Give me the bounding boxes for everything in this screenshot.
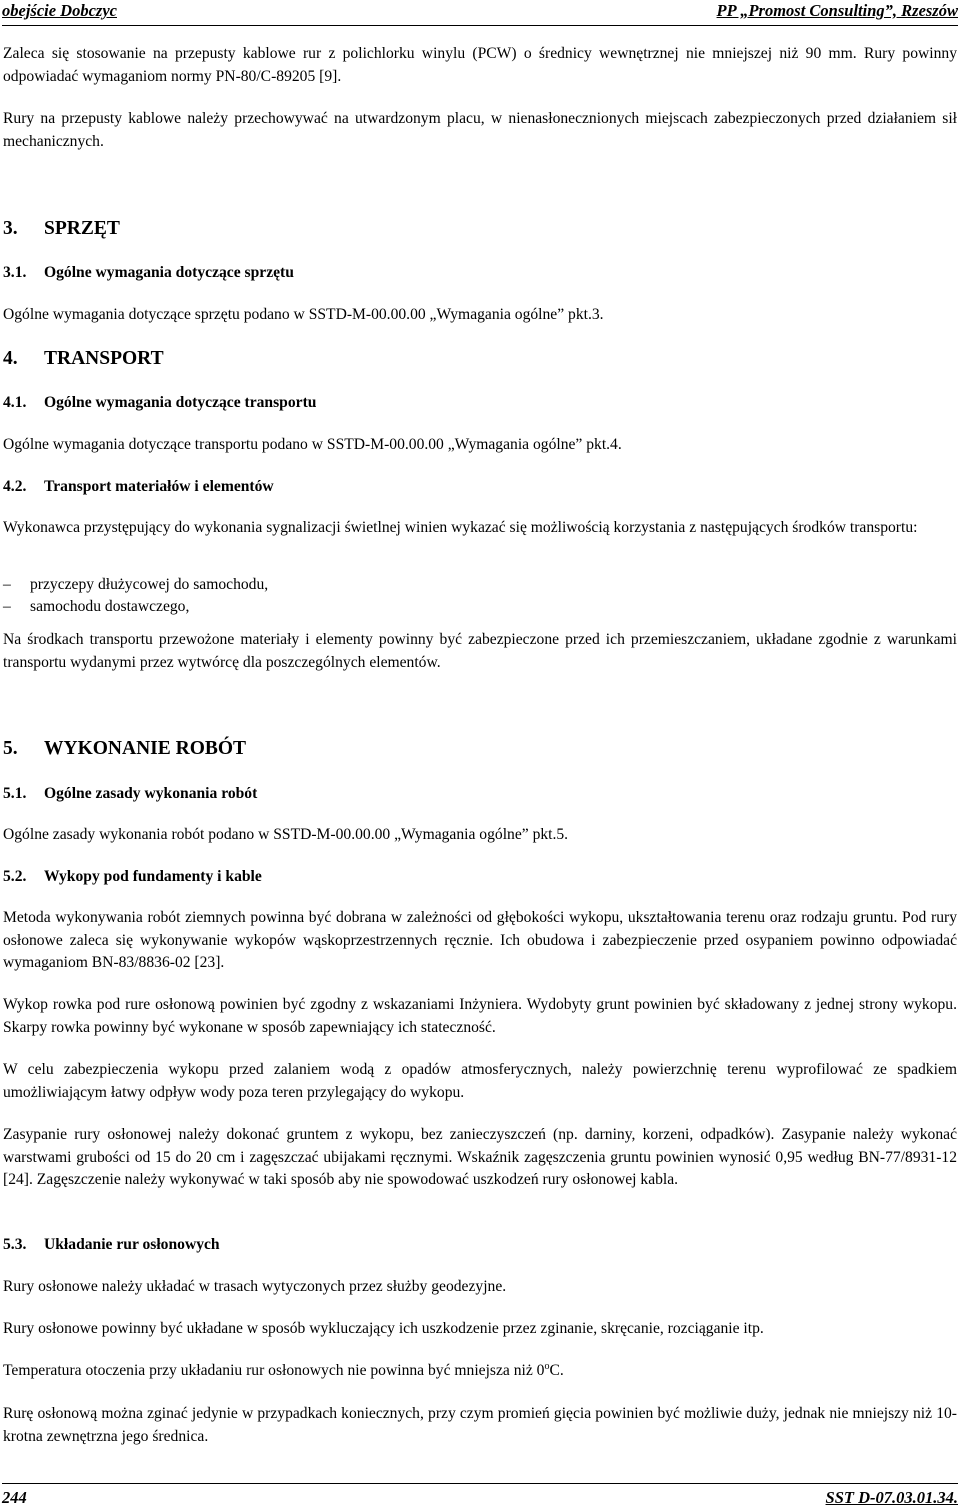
footer-rule <box>2 1483 958 1484</box>
heading-number: 3.1. <box>3 264 27 281</box>
list-item-text: samochodu dostawczego, <box>30 598 190 615</box>
degree-superscript: o <box>544 1361 550 1372</box>
heading-number: 3. <box>3 218 18 239</box>
heading-title: WYKONANIE ROBÓT <box>44 738 247 759</box>
page-header <box>0 0 960 26</box>
heading-section-4-1 <box>3 392 957 415</box>
paragraph-laying-damage: Rury osłonowe powinny być układane w sposób wykluczający ich uszkodzenie przez zginanie, skręcanie, rozciąganie itp. <box>3 1320 764 1337</box>
heading-section-3 <box>3 216 957 242</box>
paragraph-pipes-pcw: Zaleca się stosowanie na przepusty kablowe rur z polichlorku winylu (PCW) o średnicy wewnętrznej nie mniejszej niż 90 mm. Rury powinny odpowiadać wymaganiom normy PN-80/C-89205 [9]. <box>3 45 957 85</box>
heading-title: Ogólne zasady wykonania robót <box>44 785 258 802</box>
heading-title: Wykopy pod fundamenty i kable <box>44 868 262 885</box>
heading-number: 5.2. <box>3 868 27 885</box>
heading-title: SPRZĘT <box>44 218 120 239</box>
header-rule <box>2 25 958 26</box>
paragraph-equipment: Ogólne wymagania dotyczące sprzętu podano w SSTD-M-00.00.00 „Wymagania ogólne” pkt.3. <box>3 306 604 323</box>
paragraph-bending: Rurę osłonową można zginać jedynie w przypadkach koniecznych, przy czym promień gięcia powinien być możliwie duży, jednak nie mniejszy niż 10-krotna zewnętrzna jego średnica. <box>3 1405 957 1445</box>
paragraph-laying-routes: Rury osłonowe należy układać w trasach wytyczonych przez służby geodezyjne. <box>3 1278 507 1295</box>
heading-number: 5.3. <box>3 1236 27 1253</box>
dash-bullet: – <box>3 576 11 593</box>
paragraph-flood-protection: W celu zabezpieczenia wykopu przed zalaniem wodą z opadów atmosferycznych, należy powierzchnię terenu wyprofilować ze spadkiem umożliwiającym łatwy odpływ wody poza teren przylegający do wykopu. <box>3 1061 957 1101</box>
paragraph-trench: Wykop rowka pod rure osłonową powinien być zgodny z wskazaniami Inżyniera. Wydobyty grunt powinien być składowany z jednej strony wykopu. Skarpy rowka powinny być wykonane w sposób zapewniający ich stateczność. <box>3 996 957 1036</box>
heading-title: Ogólne wymagania dotyczące transportu <box>44 394 317 411</box>
paragraph-excavation-method: Metoda wykonywania robót ziemnych powinna być dobrana w zależności od głębokości wykopu, ukształtowania terenu oraz rodzaju gruntu. Pod rury osłonowe zaleca się wykonywanie wykopów wąskoprzestrzennych ręcznie. Ich obudowa i zabezpieczenie przed osypaniem powinno odpowiadać wymaganiom BN-83/8836-02 [23]. <box>3 909 957 971</box>
heading-section-4-2 <box>3 476 957 499</box>
page-number: 244 <box>2 1488 27 1507</box>
page-footer <box>0 1487 960 1509</box>
heading-number: 5. <box>3 738 18 759</box>
heading-title: TRANSPORT <box>44 348 164 369</box>
heading-title: Układanie rur osłonowych <box>44 1236 220 1253</box>
heading-number: 5.1. <box>3 785 27 802</box>
dash-bullet: – <box>3 598 11 615</box>
heading-section-5 <box>3 736 957 762</box>
paragraph-pipes-storage: Rury na przepusty kablowe należy przechowywać na utwardzonym placu, w nienasłonecznionych miejscach zabezpieczonych przed działaniem sił mechanicznych. <box>3 110 957 150</box>
header-company: PP „Promost Consulting”, Rzeszów <box>716 1 958 20</box>
paragraph-laying-temperature <box>3 1360 957 1383</box>
heading-number: 4. <box>3 348 18 369</box>
paragraph-backfill: Zasypanie rury osłonowej należy dokonać gruntem z wykopu, bez zanieczyszczeń (np. darniny, korzeni, odpadków). Zasypanie należy wykonać warstwami grubości od 15 do 20 cm i zagęszczać ubijakami ręcznymi. Wskaźnik zagęszczenia gruntu powinien wynosić 0,95 według BN-77/8931-12 [24]. Zagęszczenie należy wykonywać w taki sposób aby nie spowodować uszkodzeń rury osłonowej kabla. <box>3 1126 957 1188</box>
heading-section-3-1 <box>3 262 957 285</box>
heading-number: 4.1. <box>3 394 27 411</box>
heading-section-5-3 <box>3 1234 957 1257</box>
paragraph-transport-securing: Na środkach transportu przewożone materiały i elementy powinny być zabezpieczone przed ich przemieszczaniem, układane zgodnie z warunkami transportu wydanymi przez wytwórcę dla poszczególnych elementów. <box>3 631 957 671</box>
heading-section-5-1 <box>3 783 957 806</box>
temperature-text: Temperatura otoczenia przy układaniu rur osłonowych nie powinna być mniejsza niż 0 <box>3 1362 545 1379</box>
paragraph-works-general: Ogólne zasady wykonania robót podano w SSTD-M-00.00.00 „Wymagania ogólne” pkt.5. <box>3 826 569 843</box>
heading-section-4 <box>3 346 957 372</box>
temperature-unit: C. <box>549 1362 564 1379</box>
heading-title: Ogólne wymagania dotyczące sprzętu <box>44 264 294 281</box>
paragraph-transport-general: Ogólne wymagania dotyczące transportu podano w SSTD-M-00.00.00 „Wymagania ogólne” pkt.4. <box>3 436 622 453</box>
heading-section-5-2 <box>3 866 957 889</box>
list-item-text: przyczepy dłużycowej do samochodu, <box>30 576 269 593</box>
document-code: SST D-07.03.01.34. <box>825 1488 958 1507</box>
heading-title: Transport materiałów i elementów <box>44 478 274 495</box>
paragraph-transport-means: Wykonawca przystępujący do wykonania sygnalizacji świetlnej winien wykazać się możliwością korzystania z następujących środków transportu: <box>3 519 918 536</box>
header-project: obejście Dobczyc <box>2 1 117 20</box>
heading-number: 4.2. <box>3 478 27 495</box>
